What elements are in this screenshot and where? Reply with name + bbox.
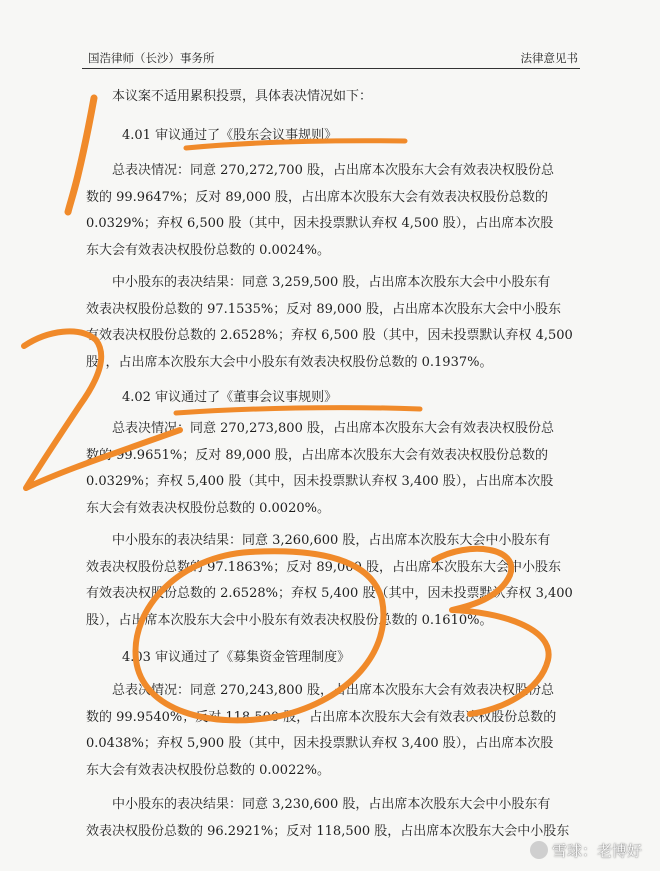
paragraph-line: 有效表决权股份总数的 2.6528%；弃权 5,400 股（其中，因未投票默认弃权 3,400 xyxy=(86,586,573,601)
paragraph-line: 东大会有效表决权股份总数的 0.0022%。 xyxy=(86,762,330,778)
snowball-logo-icon xyxy=(530,841,548,859)
paragraph-line: 中小股东的表决结果：同意 3,230,600 股，占出席本次股东大会中小股东有 xyxy=(112,797,551,812)
paragraph-line: 效表决权股份总数的 97.1863%；反对 89,000 股，占出席本次股东大会中小股东 xyxy=(86,559,561,575)
paragraph-line: 股），占出席本次股东大会中小股东有效表决权股份总数的 0.1610%。 xyxy=(86,612,493,628)
watermark xyxy=(530,840,642,861)
paragraph-line: 总表决情况：同意 270,273,800 股，占出席本次股东大会有效表决权股份总 xyxy=(112,421,554,436)
intro-paragraph: 本议案不适用累积投票，具体表决情况如下： xyxy=(112,89,373,104)
section-heading-4-02: 4.02 审议通过了《董事会议事规则》 xyxy=(122,390,338,405)
total-vote-paragraph-4-03 xyxy=(86,678,560,784)
page-header xyxy=(82,50,580,69)
paragraph-line: 数的 99.9540%；反对 118,500 股，占出席本次股东大会有效表决权股份总数的 xyxy=(86,709,557,725)
paragraph-line: 中小股东的表决结果：同意 3,259,500 股，占出席本次股东大会中小股东有 xyxy=(112,275,551,290)
paragraph-line: 效表决权股份总数的 96.2921%；反对 118,500 股，占出席本次股东大会中小股东 xyxy=(86,823,570,839)
minority-vote-paragraph-4-03 xyxy=(86,792,570,845)
paragraph-line: 有效表决权股份总数的 2.6528%；弃权 6,500 股（其中，因未投票默认弃权 4,500 xyxy=(86,328,573,343)
paragraph-line: 总表决情况：同意 270,272,700 股，占出席本次股东大会有效表决权股份总 xyxy=(112,163,554,178)
paragraph-line: 总表决情况：同意 270,243,800 股，占出席本次股东大会有效表决权股份总 xyxy=(112,683,554,698)
paragraph-line: 东大会有效表决权股份总数的 0.0024%。 xyxy=(86,242,330,258)
paragraph-line: 中小股东的表决结果：同意 3,260,600 股，占出席本次股东大会中小股东有 xyxy=(112,533,551,548)
header-firm-name: 国浩律师（长沙）事务所 xyxy=(88,51,215,65)
heading-underline-4-02 xyxy=(176,408,420,413)
minority-vote-paragraph-4-01 xyxy=(86,270,573,376)
paragraph-line: 数的 99.9647%；反对 89,000 股，占出席本次股东大会有效表决权股份总数的 xyxy=(86,189,548,205)
paragraph-line: 数的 99.9651%；反对 89,000 股，占出席本次股东大会有效表决权股份总数的 xyxy=(86,447,548,463)
paragraph-line: 效表决权股份总数的 97.1535%；反对 89,000 股，占出席本次股东大会中小股东 xyxy=(86,301,561,317)
section-heading-4-01: 4.01 审议通过了《股东会议事规则》 xyxy=(122,128,338,143)
total-vote-paragraph-4-01 xyxy=(86,158,560,264)
paragraph-line: 股），占出席本次股东大会中小股东有效表决权股份总数的 0.1937%。 xyxy=(86,354,493,370)
paragraph-line: 0.0329%；弃权 5,400 股（其中，因未投票默认弃权 3,400 股），占出席本次股 xyxy=(86,474,554,489)
paragraph-line: 0.0329%；弃权 6,500 股（其中，因未投票默认弃权 4,500 股），占出席本次股 xyxy=(86,216,554,231)
paragraph-line: 0.0438%；弃权 5,900 股（其中，因未投票默认弃权 3,400 股），占出席本次股 xyxy=(86,736,554,751)
watermark-text: 雪球：老博好 xyxy=(551,842,642,860)
section-heading-4-03: 4.03 审议通过了《募集资金管理制度》 xyxy=(122,650,351,665)
minority-vote-paragraph-4-02 xyxy=(86,528,573,634)
total-vote-paragraph-4-02 xyxy=(86,416,560,522)
paragraph-line: 东大会有效表决权股份总数的 0.0020%。 xyxy=(86,500,330,516)
header-doc-type: 法律意见书 xyxy=(520,51,578,65)
